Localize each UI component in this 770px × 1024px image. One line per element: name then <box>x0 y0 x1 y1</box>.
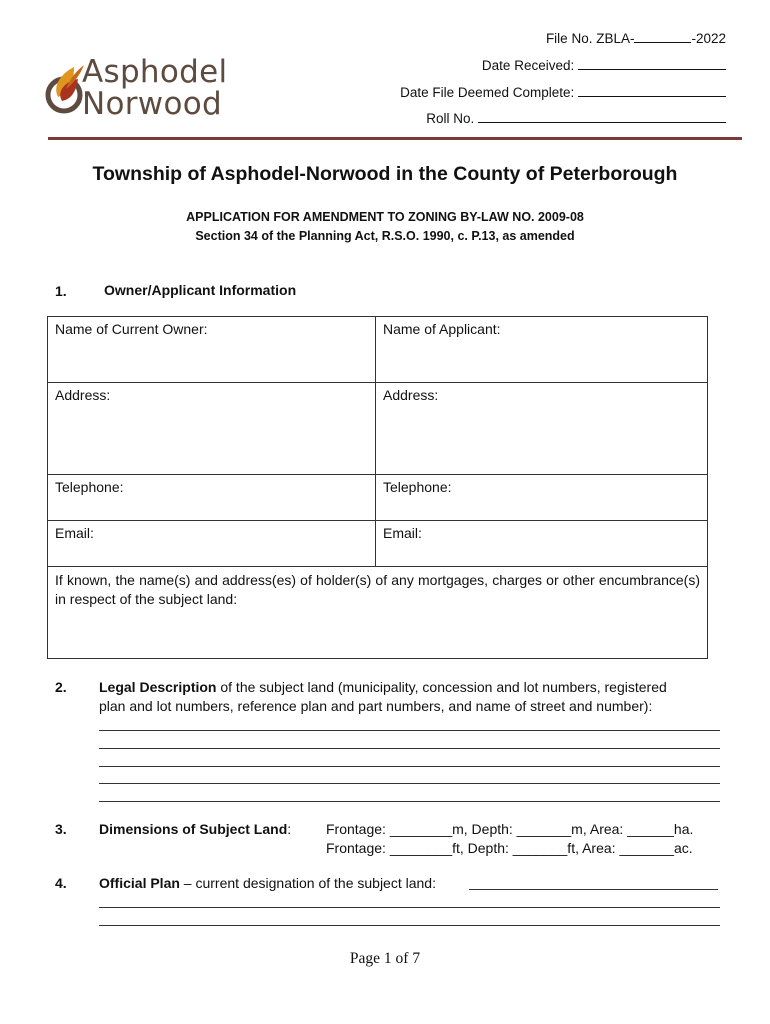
file-number-label: File No. ZBLA- <box>545 31 635 46</box>
legal-description-line-5[interactable] <box>99 801 720 802</box>
section-3-number: 3. <box>55 821 67 837</box>
section-2-number: 2. <box>55 679 67 695</box>
applicant-email-label: Email: <box>383 525 422 541</box>
legal-description-text-2: plan and lot numbers, reference plan and part numbers, and name of street and number): <box>99 698 653 714</box>
act-reference: Section 34 of the Planning Act, R.S.O. 1990, c. P.13, as amended <box>195 229 575 243</box>
applicant-address-label: Address: <box>383 387 439 403</box>
applicant-telephone-cell[interactable] <box>376 475 708 521</box>
roll-number-blank[interactable] <box>478 109 726 123</box>
legal-description-text: of the subject land (municipality, concession and lot numbers, registered <box>216 679 667 695</box>
date-received-label: Date Received: <box>481 58 575 73</box>
legal-description-line-1[interactable] <box>99 730 720 731</box>
date-received-field <box>420 56 726 73</box>
official-plan-line-2[interactable] <box>99 925 720 926</box>
roll-number-field <box>400 109 726 126</box>
section-4-number: 4. <box>55 875 67 891</box>
mortgage-holders-text: If known, the name(s) and address(es) of holder(s) of any mortgages, charges or other encumbrance(s) in respect of the subject land: <box>55 572 700 607</box>
logo <box>44 55 254 125</box>
section-3-title <box>99 821 291 837</box>
file-number-blank[interactable] <box>634 29 691 43</box>
dimensions-heading: Dimensions of Subject Land <box>99 821 288 837</box>
dimensions-metric[interactable]: Frontage: ________m, Depth: _______m, Area: ______ha. <box>326 821 694 837</box>
legal-description-line-4[interactable] <box>99 783 720 784</box>
owner-email-cell[interactable] <box>48 521 376 567</box>
owner-name-cell[interactable] <box>48 317 376 383</box>
page-title: Township of Asphodel-Norwood in the County of Peterborough <box>92 163 678 185</box>
page-number: Page 1 of 7 <box>349 950 421 967</box>
file-number-suffix: -2022 <box>691 31 726 46</box>
section-1-title: Owner/Applicant Information <box>104 282 297 298</box>
owner-telephone-label: Telephone: <box>55 479 124 495</box>
header-divider <box>48 137 742 140</box>
logo-line-1: Asphodel <box>82 54 228 90</box>
legal-description-line-2[interactable] <box>99 748 720 749</box>
dimensions-colon: : <box>287 821 292 837</box>
applicant-name-cell[interactable] <box>376 317 708 383</box>
owner-address-cell[interactable] <box>48 383 376 475</box>
official-plan-inline-line[interactable] <box>469 889 718 890</box>
section-1-number: 1. <box>55 283 67 299</box>
date-received-blank[interactable] <box>578 56 726 70</box>
owner-email-label: Email: <box>55 525 94 541</box>
date-complete-blank[interactable] <box>578 83 726 97</box>
roll-number-label: Roll No. <box>426 111 475 126</box>
owner-applicant-table <box>47 316 708 659</box>
section-4-title <box>99 875 436 891</box>
official-plan-line-1[interactable] <box>99 907 720 908</box>
applicant-email-cell[interactable] <box>376 521 708 567</box>
official-plan-text: – current designation of the subject land: <box>179 875 436 891</box>
file-number-field <box>500 29 726 46</box>
logo-line-2: Norwood <box>82 86 222 122</box>
leaf-logo-icon <box>44 59 86 117</box>
date-complete-label: Date File Deemed Complete: <box>400 85 575 100</box>
mortgage-holders-cell[interactable] <box>48 567 708 659</box>
date-complete-field <box>340 83 726 100</box>
applicant-telephone-label: Telephone: <box>383 479 452 495</box>
legal-description-line-3[interactable] <box>99 766 720 767</box>
official-plan-heading: Official Plan <box>99 875 180 891</box>
legal-description-heading: Legal Description <box>99 679 217 695</box>
owner-telephone-cell[interactable] <box>48 475 376 521</box>
owner-address-label: Address: <box>55 387 111 403</box>
applicant-name-label: Name of Applicant: <box>383 321 501 337</box>
section-2-title <box>99 679 667 695</box>
owner-name-label: Name of Current Owner: <box>55 321 208 337</box>
dimensions-imperial[interactable]: Frontage: ________ft, Depth: _______ft, Area: _______ac. <box>326 840 693 856</box>
form-subtitle: APPLICATION FOR AMENDMENT TO ZONING BY-LAW NO. 2009-08 <box>186 210 584 224</box>
applicant-address-cell[interactable] <box>376 383 708 475</box>
